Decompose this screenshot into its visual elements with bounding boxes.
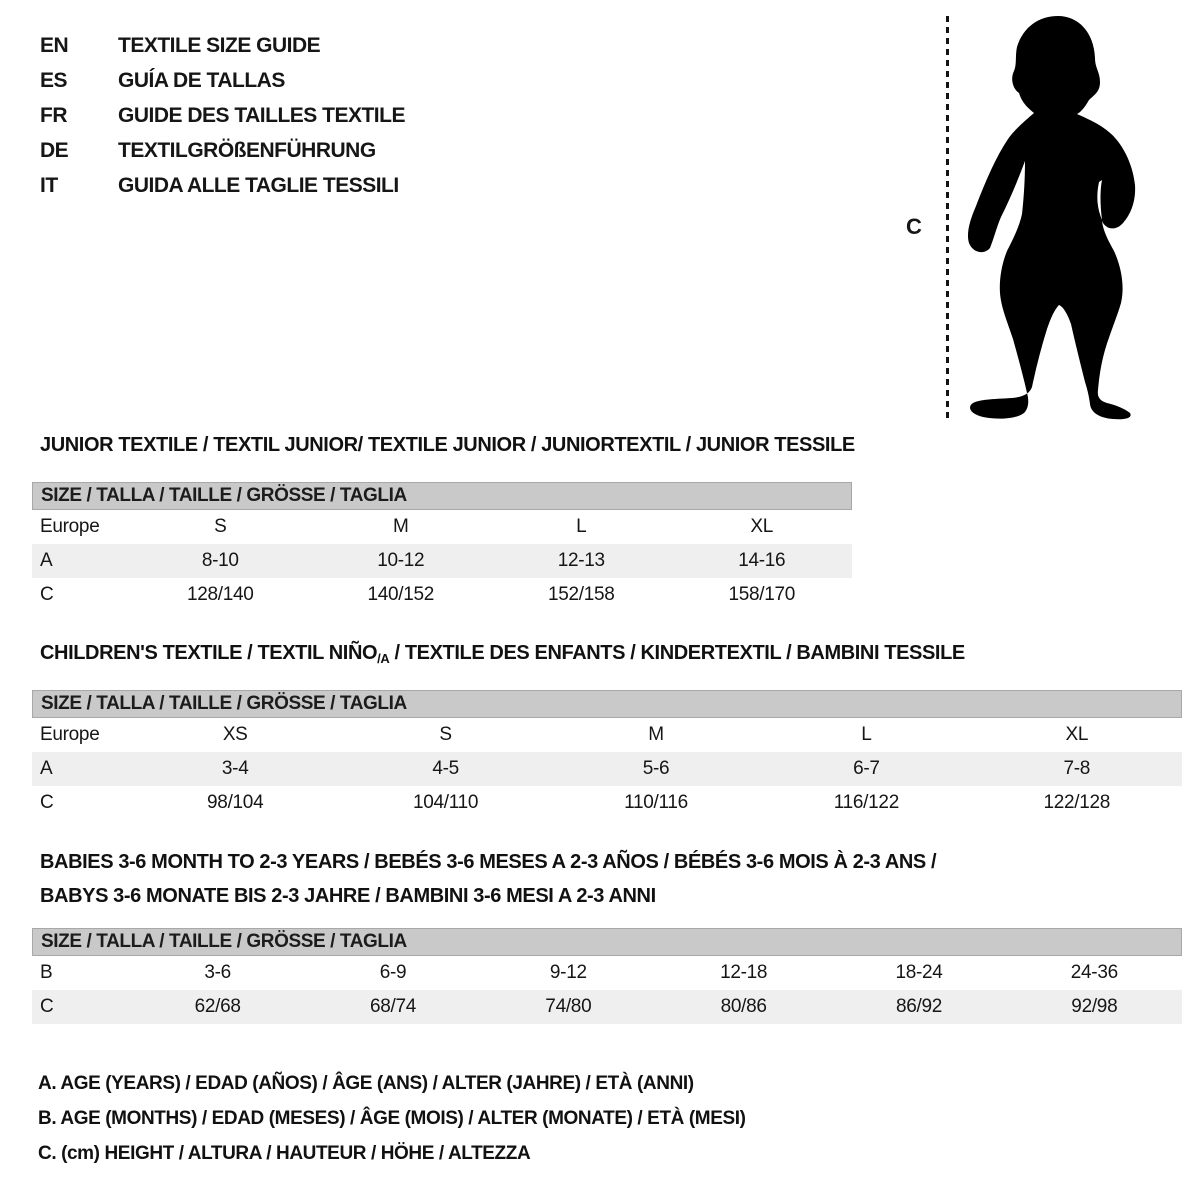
- table-row: [32, 990, 1182, 1024]
- value-cell: 128/140: [186, 584, 254, 605]
- section-title-junior: JUNIOR TEXTILE / TEXTIL JUNIOR/ TEXTILE JUNIOR / JUNIORTEXTIL / JUNIOR TESSILE: [40, 434, 855, 456]
- height-dashed-line: [946, 16, 949, 418]
- value-cell: 5-6: [642, 758, 670, 779]
- language-title: GUIDA ALLE TAGLIE TESSILI: [118, 173, 399, 197]
- value-cell: 8-10: [201, 550, 239, 571]
- value-cell: 12-18: [720, 962, 768, 983]
- language-title: TEXTILGRÖßENFÜHRUNG: [118, 138, 376, 162]
- row-label-cell: A: [40, 550, 53, 571]
- size-table-rows: [32, 510, 852, 612]
- note-age-months: B. AGE (MONTHS) / EDAD (MESES) / ÂGE (MOIS) / ALTER (MONATE) / ETÀ (MESI): [38, 1108, 746, 1129]
- section-title-babies-line1: BABIES 3-6 MONTH TO 2-3 YEARS / BEBÉS 3-6 MESES A 2-3 AÑOS / BÉBÉS 3-6 MOIS À 2-3 ANS /: [40, 851, 937, 873]
- value-cell: 14-16: [738, 550, 786, 571]
- value-cell: 6-7: [853, 758, 880, 779]
- section-title-babies-line2: BABYS 3-6 MONATE BIS 2-3 JAHRE / BAMBINI 3-6 MESI A 2-3 ANNI: [40, 885, 656, 907]
- value-cell: 140/152: [367, 584, 435, 605]
- language-title: GUIDE DES TAILLES TEXTILE: [118, 103, 405, 127]
- language-code: DE: [40, 138, 69, 162]
- table-row: [32, 752, 1182, 786]
- value-cell: 62/68: [194, 996, 241, 1017]
- size-table-header: SIZE / TALLA / TAILLE / GRÖSSE / TAGLIA: [32, 690, 1182, 718]
- language-list: [40, 28, 405, 203]
- table-row: [32, 786, 1182, 820]
- value-cell: 3-6: [204, 962, 231, 983]
- value-cell: XL: [750, 516, 774, 537]
- value-cell: 110/116: [624, 792, 688, 813]
- row-label-cell: C: [40, 792, 54, 813]
- value-cell: 92/98: [1071, 996, 1118, 1017]
- row-label-cell: C: [40, 996, 54, 1017]
- language-code: EN: [40, 33, 69, 57]
- value-cell: 80/86: [720, 996, 767, 1017]
- row-label-cell: B: [40, 962, 53, 983]
- value-cell: 86/92: [895, 996, 943, 1017]
- value-cell: 116/122: [833, 792, 899, 813]
- section-title-children-prefix: CHILDREN'S TEXTILE / TEXTIL NIÑO: [40, 642, 378, 664]
- language-code: ES: [40, 68, 68, 92]
- value-cell: 24-36: [1070, 962, 1118, 983]
- value-cell: 6-9: [379, 962, 407, 983]
- value-cell: L: [861, 724, 872, 745]
- value-cell: XL: [1065, 724, 1089, 745]
- language-item: [40, 63, 405, 98]
- size-table-header: SIZE / TALLA / TAILLE / GRÖSSE / TAGLIA: [32, 482, 852, 510]
- language-title: GUÍA DE TALLAS: [118, 68, 285, 92]
- value-cell: XS: [222, 724, 248, 745]
- size-table-rows: [32, 718, 1182, 820]
- language-item: [40, 98, 405, 133]
- value-cell: M: [648, 724, 664, 745]
- language-item: [40, 168, 405, 203]
- value-cell: S: [214, 516, 227, 537]
- size-table-children: [32, 690, 1182, 820]
- row-label-cell: Europe: [40, 724, 100, 745]
- section-title-babies: [40, 845, 936, 913]
- height-measure-label: C: [906, 214, 922, 239]
- value-cell: 68/74: [369, 996, 417, 1017]
- value-cell: M: [392, 516, 409, 537]
- value-cell: 152/158: [547, 584, 615, 605]
- size-table-header: SIZE / TALLA / TAILLE / GRÖSSE / TAGLIA: [32, 928, 1182, 956]
- value-cell: 98/104: [207, 792, 264, 813]
- value-cell: 122/128: [1043, 792, 1111, 813]
- language-title: TEXTILE SIZE GUIDE: [118, 33, 321, 57]
- size-table-junior: [32, 482, 852, 612]
- row-label-cell: Europe: [40, 516, 100, 537]
- language-item: [40, 28, 405, 63]
- section-title-children: [40, 642, 965, 666]
- value-cell: 10-12: [377, 550, 425, 571]
- table-row: [32, 544, 852, 578]
- row-label-cell: A: [40, 758, 53, 779]
- value-cell: 104/110: [413, 792, 479, 813]
- language-code: IT: [40, 173, 58, 197]
- section-title-children-suffix: / TEXTILE DES ENFANTS / KINDERTEXTIL / BAMBINI TESSILE: [389, 642, 965, 664]
- note-height-cm: C. (cm) HEIGHT / ALTURA / HAUTEUR / HÖHE / ALTEZZA: [38, 1143, 531, 1164]
- value-cell: 4-5: [432, 758, 459, 779]
- value-cell: 158/170: [728, 584, 796, 605]
- table-row: [32, 956, 1182, 990]
- language-item: [40, 133, 405, 168]
- value-cell: L: [576, 516, 587, 537]
- toddler-silhouette-icon: [950, 0, 1200, 440]
- value-cell: S: [439, 724, 452, 745]
- note-age-years: A. AGE (YEARS) / EDAD (AÑOS) / ÂGE (ANS) / ALTER (JAHRE) / ETÀ (ANNI): [38, 1073, 694, 1094]
- size-table-rows: [32, 956, 1182, 1024]
- value-cell: 18-24: [895, 962, 943, 983]
- language-code: FR: [40, 103, 67, 127]
- value-cell: 74/80: [545, 996, 592, 1017]
- legend-notes: [38, 1066, 746, 1171]
- value-cell: 12-13: [557, 550, 605, 571]
- table-row: [32, 510, 852, 544]
- value-cell: 3-4: [221, 758, 249, 779]
- table-row: [32, 718, 1182, 752]
- row-label-cell: C: [40, 584, 54, 605]
- size-table-babies: [32, 928, 1182, 1024]
- value-cell: 7-8: [1063, 758, 1091, 779]
- table-row: [32, 578, 852, 612]
- value-cell: 9-12: [549, 962, 587, 983]
- section-title-children-subscript: /A: [377, 651, 390, 666]
